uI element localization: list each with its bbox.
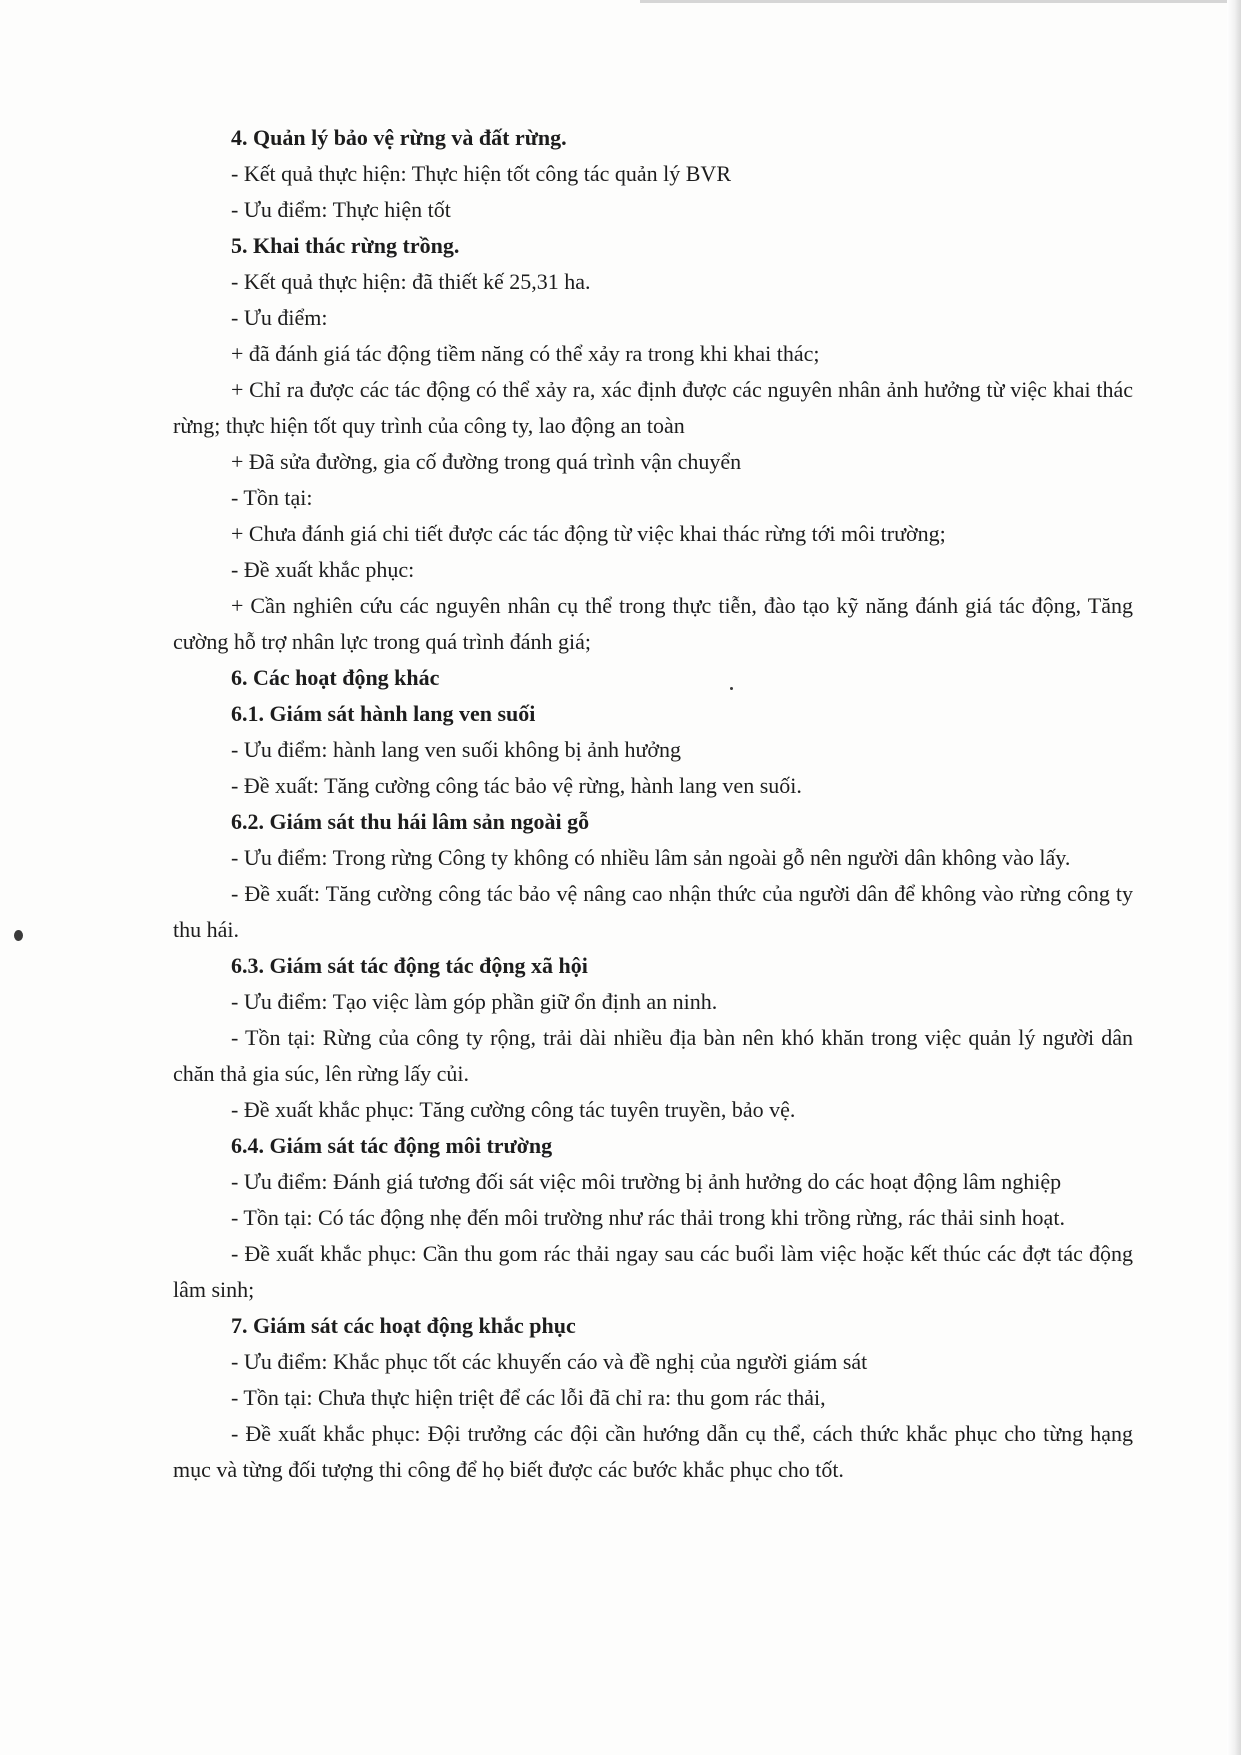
paragraph-line: + Đã sửa đường, gia cố đường trong quá trình vận chuyển <box>231 449 742 474</box>
paragraph-line: - Tồn tại: Rừng của công ty rộng, trải dài nhiều địa bàn nên khó khăn trong việc quản lý người dân chăn thả gia súc, lên rừng lấy củi. <box>173 1025 1133 1086</box>
section-heading: 5. Khai thác rừng trồng. <box>231 233 460 258</box>
paragraph-line: + đã đánh giá tác động tiềm năng có thể xảy ra trong khi khai thác; <box>231 341 820 366</box>
paragraph-line: - Đề xuất khắc phục: Đội trưởng các đội cần hướng dẫn cụ thể, cách thức khắc phục cho từng hạng mục và từng đối tượng thi công để họ biết được các bước khắc phục cho tốt. <box>173 1421 1133 1482</box>
paragraph-line: - Ưu điểm: Đánh giá tương đối sát việc môi trường bị ảnh hưởng do các hoạt động lâm nghiệp <box>231 1169 1062 1194</box>
section-heading: 6.3. Giám sát tác động tác động xã hội <box>231 953 588 978</box>
paragraph-line: - Ưu điểm: hành lang ven suối không bị ảnh hưởng <box>231 737 682 762</box>
scan-edge-top <box>640 0 1240 3</box>
paragraph-line: - Ưu điểm: Trong rừng Công ty không có nhiều lâm sản ngoài gỗ nên người dân không vào lấy. <box>231 845 1071 870</box>
paragraph-line: - Đề xuất khắc phục: Cần thu gom rác thải ngay sau các buổi làm việc hoặc kết thúc các đợt tác động lâm sinh; <box>173 1241 1133 1302</box>
paragraph-line: - Đề xuất: Tăng cường công tác bảo vệ nâng cao nhận thức của người dân để không vào rừng công ty thu hái. <box>173 881 1133 942</box>
paragraph-line: - Ưu điểm: <box>231 305 328 330</box>
paragraph-line: - Đề xuất khắc phục: Tăng cường công tác tuyên truyền, bảo vệ. <box>231 1097 796 1122</box>
paragraph-line: + Cần nghiên cứu các nguyên nhân cụ thể trong thực tiễn, đào tạo kỹ năng đánh giá tác động, Tăng cường hỗ trợ nhân lực trong quá trình đánh giá; <box>173 593 1133 654</box>
paragraph-line: - Tồn tại: Có tác động nhẹ đến môi trường như rác thải trong khi trồng rừng, rác thải sinh hoạt. <box>231 1205 1065 1230</box>
paragraph-line: - Ưu điểm: Khắc phục tốt các khuyến cáo và đề nghị của người giám sát <box>231 1349 868 1374</box>
paragraph-line: - Ưu điểm: Tạo việc làm góp phần giữ ổn định an ninh. <box>231 989 718 1014</box>
paragraph-line: - Tồn tại: <box>231 485 313 510</box>
paragraph-line: - Tồn tại: Chưa thực hiện triệt để các lỗi đã chỉ ra: thu gom rác thải, <box>231 1385 826 1410</box>
section-heading: 7. Giám sát các hoạt động khắc phục <box>231 1313 576 1338</box>
scan-speck-left <box>14 930 23 941</box>
paragraph-line: - Kết quả thực hiện: Thực hiện tốt công tác quản lý BVR <box>231 161 731 186</box>
paragraph-line: - Kết quả thực hiện: đã thiết kế 25,31 ha. <box>231 269 591 294</box>
section-heading: 6.1. Giám sát hành lang ven suối <box>231 701 536 726</box>
scan-edge-right <box>1227 0 1241 1755</box>
paragraph-line: + Chỉ ra được các tác động có thể xảy ra, xác định được các nguyên nhân ảnh hưởng từ việc khai thác rừng; thực hiện tốt quy trình của công ty, lao động an toàn <box>173 377 1133 438</box>
section-heading: 6.2. Giám sát thu hái lâm sản ngoài gỗ <box>231 809 590 834</box>
document-body <box>173 120 1133 1488</box>
section-heading: 6. Các hoạt động khác <box>231 665 440 690</box>
paragraph-line: + Chưa đánh giá chi tiết được các tác động từ việc khai thác rừng tới môi trường; <box>231 521 946 546</box>
paragraph-line: - Đề xuất khắc phục: <box>231 557 415 582</box>
section-heading: 6.4. Giám sát tác động môi trường <box>231 1133 553 1158</box>
section-heading: 4. Quản lý bảo vệ rừng và đất rừng. <box>231 125 567 150</box>
paragraph-line: - Đề xuất: Tăng cường công tác bảo vệ rừng, hành lang ven suối. <box>231 773 802 798</box>
paragraph-line: - Ưu điểm: Thực hiện tốt <box>231 197 451 222</box>
